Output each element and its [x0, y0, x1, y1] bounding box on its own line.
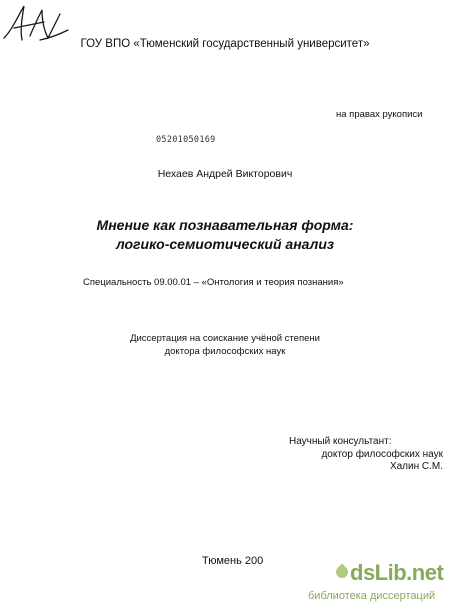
advisor-name: Халин С.М.	[389, 461, 443, 472]
dissertation-title-line-2: логико-семиотический анализ	[115, 236, 335, 252]
watermark-caption: библиотека диссертаций	[308, 590, 436, 602]
advisor-heading: Научный консультант:	[289, 436, 392, 447]
watermark-logo: dsLib.net	[350, 560, 444, 585]
scientific-advisor	[283, 436, 443, 474]
author-name: Нехаев Андрей Викторович	[157, 168, 293, 180]
dissertation-title-line-1: Мнение как познавательная форма:	[96, 217, 354, 233]
city-year: Тюмень 200	[202, 555, 264, 567]
rights-note: на правах рукописи	[336, 109, 423, 120]
watermark	[304, 560, 450, 608]
degree-line-1: Диссертация на соискание учёной степени	[130, 333, 320, 344]
leaf-icon	[334, 564, 351, 581]
advisor-degree: доктор философских наук	[321, 448, 443, 460]
registry-number: 05201050169	[156, 135, 216, 145]
specialty: Специальность 09.00.01 – «Онтология и теория познания»	[83, 277, 344, 288]
institution-name: ГОУ ВПО «Тюменский государственный университет»	[80, 38, 370, 50]
degree-line-2: доктора философских наук	[164, 346, 286, 357]
